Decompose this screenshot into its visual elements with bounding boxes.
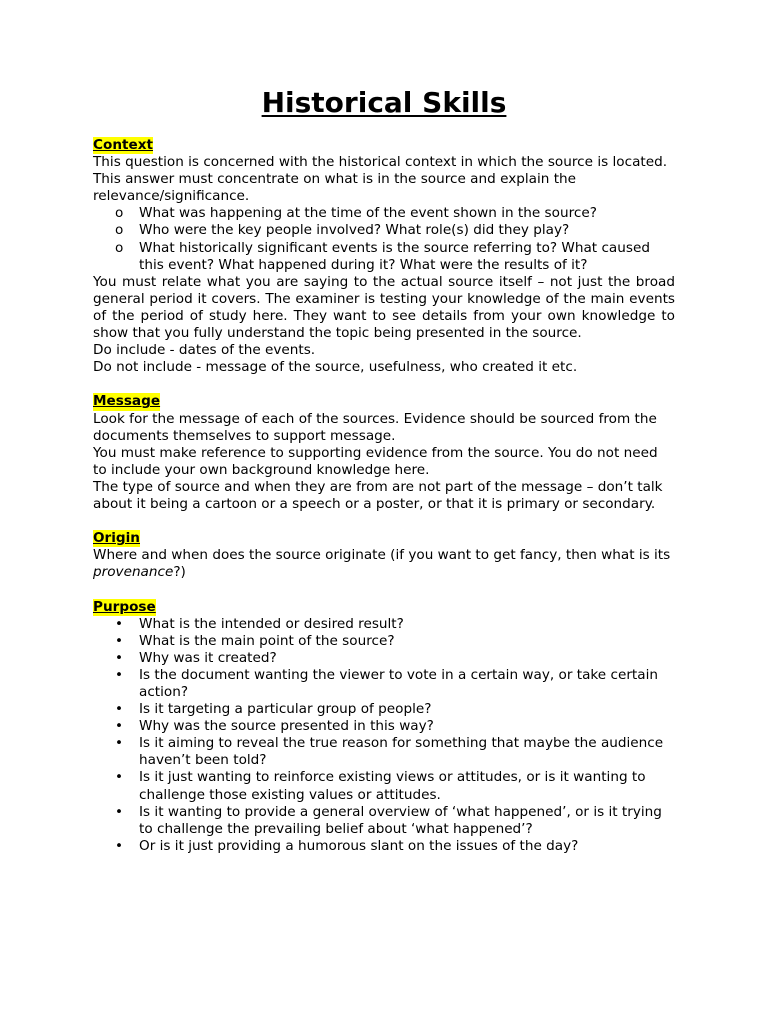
origin-heading: Origin <box>93 530 140 547</box>
purpose-heading: Purpose <box>93 598 156 615</box>
list-item-text: What was happening at the time of the event shown in the source? <box>139 205 597 222</box>
list-item-text: What is the intended or desired result? <box>139 615 404 632</box>
list-item-text: Is it aiming to reveal the true reason for something that maybe the audience haven’t been told? <box>139 735 664 769</box>
bullet-icon: • <box>115 837 124 854</box>
origin-section <box>93 530 675 581</box>
list-item <box>93 650 675 667</box>
list-item <box>93 735 675 769</box>
list-item-text: Why was it created? <box>139 649 277 666</box>
bullet-icon: • <box>115 769 124 786</box>
bullet-icon: • <box>115 718 124 735</box>
list-item <box>93 240 675 274</box>
list-item <box>93 838 675 855</box>
bullet-icon: • <box>115 666 124 683</box>
list-item-text: Is the document wanting the viewer to vote in a certain way, or take certain action? <box>139 666 658 700</box>
circle-bullet-icon: o <box>115 222 124 239</box>
list-item-text: Who were the key people involved? What role(s) did they play? <box>139 222 570 239</box>
origin-text-after: ?) <box>173 564 186 581</box>
bullet-icon: • <box>115 615 124 632</box>
circle-bullet-icon: o <box>115 239 124 256</box>
context-relate-paragraph: You must relate what you are saying to the actual source itself – not just the broad general period it covers. The examiner is testing your knowledge of the main events of the period of study here. They want to see details from your own knowledge to show that you fully understand the topic being presented in the source. <box>93 273 675 342</box>
list-item-text: What is the main point of the source? <box>139 632 395 649</box>
list-item <box>93 804 675 838</box>
list-item-text: Is it just wanting to reinforce existing views or attitudes, or is it wanting to challenge those existing values or attitudes. <box>139 769 646 803</box>
message-paragraph-2: You must make reference to supporting evidence from the source. You do not need to include your own background knowledge here. <box>93 444 658 478</box>
bullet-icon: • <box>115 735 124 752</box>
list-item-text: What historically significant events is the source referring to? What caused this event? What happened during it? What were the results of it? <box>139 239 650 273</box>
document-title: Historical Skills <box>261 86 507 119</box>
list-item <box>93 667 675 701</box>
bullet-icon: • <box>115 632 124 649</box>
list-item-text: Is it targeting a particular group of people? <box>139 701 432 718</box>
context-intro: This question is concerned with the historical context in which the source is located. This answer must concentrate on what is in the source and explain the relevance/significance. <box>93 154 668 205</box>
list-item-text: Why was the source presented in this way? <box>139 718 434 735</box>
context-list <box>93 205 675 273</box>
list-item <box>93 701 675 718</box>
list-item <box>93 769 675 803</box>
purpose-section <box>93 599 675 855</box>
document-page <box>93 86 675 855</box>
list-item-text: Or is it just providing a humorous slant on the issues of the day? <box>139 837 579 854</box>
list-item <box>93 633 675 650</box>
context-do-include: Do include - dates of the events. <box>93 342 316 359</box>
context-heading: Context <box>93 137 153 153</box>
message-paragraph-3: The type of source and when they are from are not part of the message – don’t talk about it being a cartoon or a speech or a poster, or that it is primary or secondary. <box>93 478 663 512</box>
message-paragraph-1: Look for the message of each of the sources. Evidence should be sourced from the documents themselves to support message. <box>93 410 657 444</box>
message-heading: Message <box>93 393 161 410</box>
list-item-text: Is it wanting to provide a general overview of ‘what happened’, or is it trying to challenge the prevailing belief about ‘what happened’? <box>139 803 662 837</box>
list-item <box>93 616 675 633</box>
bullet-icon: • <box>115 649 124 666</box>
list-item <box>93 205 675 222</box>
origin-paragraph <box>93 547 675 581</box>
list-item <box>93 718 675 735</box>
bullet-icon: • <box>115 803 124 820</box>
circle-bullet-icon: o <box>115 205 124 222</box>
list-item <box>93 222 675 239</box>
purpose-list <box>93 616 675 855</box>
origin-text-italic: provenance <box>93 564 174 581</box>
origin-text-before: Where and when does the source originate (if you want to get fancy, then what is its <box>93 547 671 564</box>
message-section <box>93 393 675 513</box>
context-do-not-include: Do not include - message of the source, usefulness, who created it etc. <box>93 359 578 376</box>
bullet-icon: • <box>115 701 124 718</box>
context-section <box>93 137 675 376</box>
